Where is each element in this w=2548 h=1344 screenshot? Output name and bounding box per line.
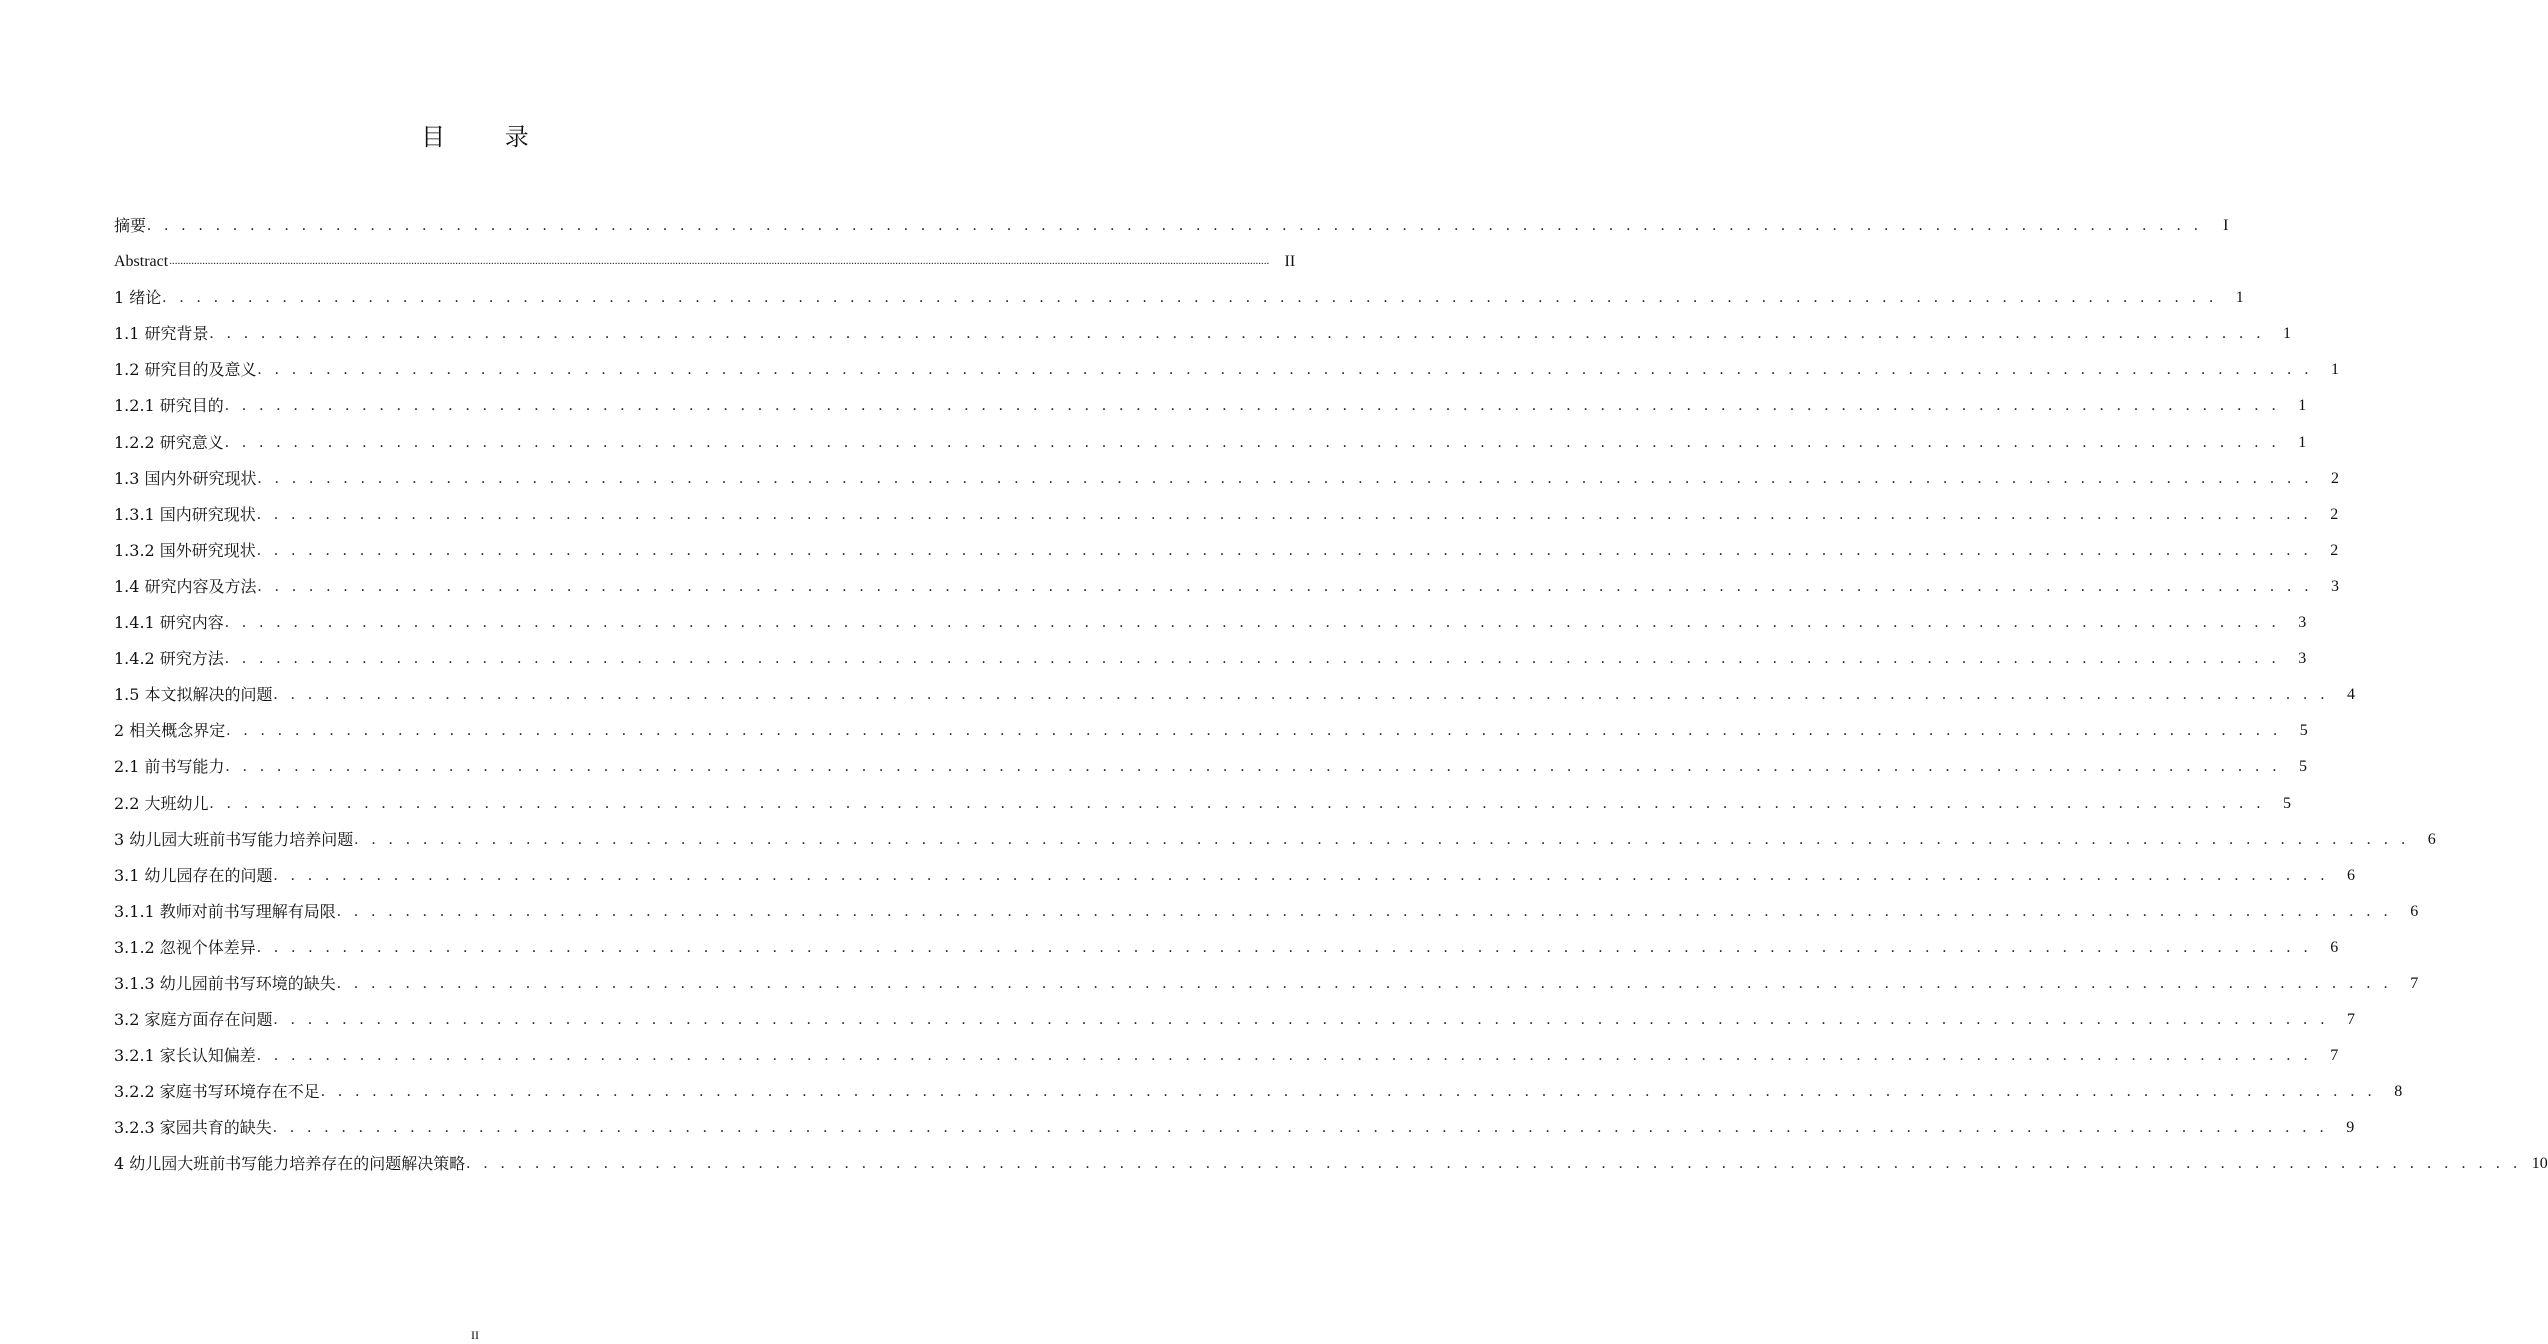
toc-entry[interactable] xyxy=(114,749,2307,785)
toc-entry-page: 7 xyxy=(2346,1011,2355,1029)
toc-entry[interactable] xyxy=(114,1002,2355,1038)
toc-leader-dots: . . . . . . . . . . . . . . . . . . . . . . . . . . . . . . . . . . . . . . . . . . . . . . . . . . . . . . . . . . . . . . . . . . . . . . . . . . . . . . . . . . . . . . . . . . . . . . . . . . . . . . . . . . . . . . . . . . . . . . . . xyxy=(257,469,2313,487)
toc-entry[interactable] xyxy=(114,1110,2355,1146)
toc-entry-page: 2 xyxy=(2330,469,2339,487)
toc-leader-dots: . . . . . . . . . . . . . . . . . . . . . . . . . . . . . . . . . . . . . . . . . . . . . . . . . . . . . . . . . . . . . . . . . . . . . . . . . . . . . . . . . . . . . . . . . . . . . . . . . . . . . . . . . . . . . . . . . . . . . . . . xyxy=(224,650,2281,668)
toc-entry-page: II xyxy=(1284,253,1296,271)
toc-entry-label: 1.1 研究背景 xyxy=(114,324,209,344)
toc-entry-page: 8 xyxy=(2394,1083,2403,1101)
toc-entry-page: 7 xyxy=(2330,1047,2339,1065)
toc-entry-label: 3.1.1 教师对前书写理解有局限 xyxy=(114,901,336,921)
toc-entry-label: 3 幼儿园大班前书写能力培养问题 xyxy=(114,829,354,849)
toc-entry-page: 5 xyxy=(2299,722,2308,740)
toc-entry-page: 7 xyxy=(2410,974,2419,992)
toc-entry-label: 3.2.1 家长认知偏差 xyxy=(114,1046,256,1066)
toc-entry-page: 2 xyxy=(2330,505,2339,523)
footer-page-number: II xyxy=(471,1328,479,1342)
toc-entry-label: 2 相关概念界定 xyxy=(114,721,226,741)
toc-entry-page: I xyxy=(2223,217,2229,234)
toc-entry-label: 1.2.1 研究目的 xyxy=(114,396,224,416)
toc-entry[interactable] xyxy=(114,1038,2339,1074)
toc-entry-label: 3.1.3 幼儿园前书写环境的缺失 xyxy=(114,973,336,993)
toc-entry[interactable] xyxy=(114,569,2339,605)
toc-leader-dots: . . . . . . . . . . . . . . . . . . . . . . . . . . . . . . . . . . . . . . . . . . . . . . . . . . . . . . . . . . . . . . . . . . . . . . . . . . . . . . . . . . . . . . . . . . . . . . . . . . . . . . . . . . . . . . . . . . . . . . . . xyxy=(224,397,2281,415)
toc-entry-label: 1.4.1 研究内容 xyxy=(114,613,224,633)
toc-entry[interactable] xyxy=(114,497,2339,533)
toc-entry-label: 4 幼儿园大班前书写能力培养存在的问题解决策略 xyxy=(114,1154,466,1174)
toc-leader-dots: . . . . . . . . . . . . . . . . . . . . . . . . . . . . . . . . . . . . . . . . . . . . . . . . . . . . . . . . . . . . . . . . . . . . . . . . . . . . . . . . . . . . . . . . . . . . . . . . . . . . . . . . . . . . . . . . . . . . . . . . xyxy=(272,1119,2329,1137)
toc-entry[interactable] xyxy=(114,785,2291,821)
toc-leader-dots: ................................................................................................................................................................................................................................................................................................................................................................................................................ xyxy=(169,255,1270,268)
toc-entry-label: 1.3.2 国外研究现状 xyxy=(114,540,256,560)
toc-entry-page: 3 xyxy=(2298,650,2307,668)
toc-leader-dots: . . . . . . . . . . . . . . . . . . . . . . . . . . . . . . . . . . . . . . . . . . . . . . . . . . . . . . . . . . . . . . . . . . . . . . . . . . . . . . . . . . . . . . . . . . . . . . . . . . . . . . . . . . . . . . . . . . . . . . . . xyxy=(226,722,2282,740)
toc-leader-dots: . . . . . . . . . . . . . . . . . . . . . . . . . . . . . . . . . . . . . . . . . . . . . . . . . . . . . . . . . . . . . . . . . . . . . . . . . . . . . . . . . . . . . . . . . . . . . . . . . . . . . . . . . . . . . . . . . . . . . . . . xyxy=(224,614,2281,632)
toc-leader-dots: . . . . . . . . . . . . . . . . . . . . . . . . . . . . . . . . . . . . . . . . . . . . . . . . . . . . . . . . . . . . . . . . . . . . . . . . . . . . . . . . . . . . . . . . . . . . . . . . . . . . . . . . . . . . . . . . . . . . . . . . xyxy=(256,505,2313,523)
toc-entry[interactable] xyxy=(114,1146,2548,1182)
toc-entry-label: 1.4 研究内容及方法 xyxy=(114,576,257,596)
toc-entry[interactable] xyxy=(114,280,2244,316)
toc-entry[interactable] xyxy=(114,894,2419,930)
toc-entry-page: 6 xyxy=(2330,938,2339,956)
toc-entry-label: 3.2 家庭方面存在问题 xyxy=(114,1010,273,1030)
toc-entry-label: 1.3.1 国内研究现状 xyxy=(114,504,256,524)
toc-leader-dots: . . . . . . . . . . . . . . . . . . . . . . . . . . . . . . . . . . . . . . . . . . . . . . . . . . . . . . . . . . . . . . . . . . . . . . . . . . . . . . . . . . . . . . . . . . . . . . . . . . . . . . . . . . . . . . . . . . . . . . . . xyxy=(225,758,2281,776)
toc-entry-page: 2 xyxy=(2330,541,2339,559)
toc-leader-dots: . . . . . . . . . . . . . . . . . . . . . . . . . . . . . . . . . . . . . . . . . . . . . . . . . . . . . . . . . . . . . . . . . . . . . . . . . . . . . . . . . . . . . . . . . . . . . . . . . . . . . . . . . . . . . . . . . . . . . . . . xyxy=(273,1011,2329,1029)
toc-entry-label: 1.4.2 研究方法 xyxy=(114,649,224,669)
toc-entry-label: 1 绪论 xyxy=(114,288,162,308)
toc-entry[interactable] xyxy=(114,461,2339,497)
toc-leader-dots: . . . . . . . . . . . . . . . . . . . . . . . . . . . . . . . . . . . . . . . . . . . . . . . . . . . . . . . . . . . . . . . . . . . . . . . . . . . . . . . . . . . . . . . . . . . . . . . . . . . . . . . . . . . . . . . . . . . . . . . . xyxy=(320,1083,2377,1101)
toc-leader-dots: . . . . . . . . . . . . . . . . . . . . . . . . . . . . . . . . . . . . . . . . . . . . . . . . . . . . . . . . . . . . . . . . . . . . . . . . . . . . . . . . . . . . . . . . . . . . . . . . . . . . . . . . . . . . . . . . . . . . . . . . xyxy=(256,938,2313,956)
toc-entry-page: 1 xyxy=(2298,397,2307,415)
toc-entry[interactable] xyxy=(114,1074,2403,1110)
toc-title: 目 录 xyxy=(421,123,555,151)
toc-entry-label: 3.1.2 忽视个体差异 xyxy=(114,937,256,957)
toc-entry-page: 1 xyxy=(2298,433,2307,451)
toc-entry-page: 9 xyxy=(2346,1119,2355,1137)
toc-entry-page: 1 xyxy=(2282,325,2291,343)
toc-entry-label: 3.1 幼儿园存在的问题 xyxy=(114,865,273,885)
toc-leader-dots: . . . . . . . . . . . . . . . . . . . . . . . . . . . . . . . . . . . . . . . . . . . . . . . . . . . . . . . . . . . . . . . . . . . . . . . . . . . . . . . . . . . . . . . . . . . . . . . . . . . . . . . . . . . . . . . . . . . . . . . . xyxy=(273,866,2329,884)
toc-leader-dots: . . . . . . . . . . . . . . . . . . . . . . . . . . . . . . . . . . . . . . . . . . . . . . . . . . . . . . . . . . . . . . . . . . . . . . . . . . . . . . . . . . . . . . . . . . . . . . . . . . . . . . . . . . . . . . . . . . . . . . . . xyxy=(256,1047,2313,1065)
toc-entry-label: 2.2 大班幼儿 xyxy=(114,793,209,813)
toc-entry-label: 摘要 xyxy=(114,216,147,235)
toc-entry-page: 6 xyxy=(2346,866,2355,884)
toc-entry-label: 1.3 国内外研究现状 xyxy=(114,468,257,488)
toc-entry-label: 1.5 本文拟解决的问题 xyxy=(114,685,273,705)
toc-leader-dots: . . . . . . . . . . . . . . . . . . . . . . . . . . . . . . . . . . . . . . . . . . . . . . . . . . . . . . . . . . . . . . . . . . . . . . . . . . . . . . . . . . . . . . . . . . . . . . . . . . . . . . . . . . . . . . . . . . . . . . . . xyxy=(354,830,2410,848)
toc-leader-dots: . . . . . . . . . . . . . . . . . . . . . . . . . . . . . . . . . . . . . . . . . . . . . . . . . . . . . . . . . . . . . . . . . . . . . . . . . . . . . . . . . . . . . . . . . . . . . . . . . . . . . . . . . . . . . . . . . . . . . . . . xyxy=(224,433,2281,451)
toc-entry-label: Abstract xyxy=(114,253,169,271)
toc-entry-label: 2.1 前书写能力 xyxy=(114,757,225,777)
toc-entry[interactable] xyxy=(114,641,2307,677)
toc-entry[interactable] xyxy=(114,316,2291,352)
toc-entry-page: 1 xyxy=(2330,361,2339,379)
toc-entry[interactable] xyxy=(114,388,2307,424)
toc-leader-dots: . . . . . . . . . . . . . . . . . . . . . . . . . . . . . . . . . . . . . . . . . . . . . . . . . . . . . . . . . . . . . . . . . . . . . . . . . . . . . . . . . . . . . . . . . . . . . . . . . . . . . . . . . . . . . . . . . . . . . . . . xyxy=(336,902,2393,920)
toc-entry[interactable] xyxy=(114,533,2339,569)
toc-entry[interactable] xyxy=(114,244,1296,280)
toc-leader-dots: . . . . . . . . . . . . . . . . . . . . . . . . . . . . . . . . . . . . . . . . . . . . . . . . . . . . . . . . . . . . . . . . . . . . . . . . . . . . . . . . . . . . . . . . . . . . . . . . . . . . . . . . . . . . . . . . . . . . . . . . xyxy=(209,794,2265,812)
toc-leader-dots: . . . . . . . . . . . . . . . . . . . . . . . . . . . . . . . . . . . . . . . . . . . . . . . . . . . . . . . . . . . . . . . . . . . . . . . . . . . . . . . . . . . . . . . . . . . . . . . . . . . . . . . . . . . . . . . . . . . . . . . . xyxy=(273,686,2329,704)
toc-entry-page: 3 xyxy=(2298,614,2307,632)
toc-leader-dots: . . . . . . . . . . . . . . . . . . . . . . . . . . . . . . . . . . . . . . . . . . . . . . . . . . . . . . . . . . . . . . . . . . . . . . . . . . . . . . . . . . . . . . . . . . . . . . . . . . . . . . . . . . . . . . . . . . . . . . . . xyxy=(256,541,2313,559)
toc-entry-page: 5 xyxy=(2282,794,2291,812)
toc-entry-label: 3.2.3 家园共育的缺失 xyxy=(114,1118,272,1138)
toc-entry[interactable] xyxy=(114,822,2436,858)
table-of-contents xyxy=(114,208,2548,1182)
toc-entry[interactable] xyxy=(114,208,2229,244)
toc-entry[interactable] xyxy=(114,352,2339,388)
toc-entry[interactable] xyxy=(114,966,2419,1002)
toc-leader-dots: . . . . . . . . . . . . . . . . . . . . . . . . . . . . . . . . . . . . . . . . . . . . . . . . . . . . . . . . . . . . . . . . . . . . . . . . . . . . . . . . . . . . . . . . . . . . . . . . . . . . . . . . . . . . . . . . . . . . . . . . xyxy=(147,217,2203,234)
toc-leader-dots: . . . . . . . . . . . . . . . . . . . . . . . . . . . . . . . . . . . . . . . . . . . . . . . . . . . . . . . . . . . . . . . . . . . . . . . . . . . . . . . . . . . . . . . . . . . . . . . . . . . . . . . . . . . . . . . . . . . . . . . . xyxy=(257,361,2313,379)
toc-leader-dots: . . . . . . . . . . . . . . . . . . . . . . . . . . . . . . . . . . . . . . . . . . . . . . . . . . . . . . . . . . . . . . . . . . . . . . . . . . . . . . . . . . . . . . . . . . . . . . . . . . . . . . . . . . . . . . . . . . . . . . . . xyxy=(162,289,2218,307)
toc-entry[interactable] xyxy=(114,858,2355,894)
toc-entry-page: 10 xyxy=(2531,1155,2548,1173)
toc-entry[interactable] xyxy=(114,713,2308,749)
toc-entry-label: 3.2.2 家庭书写环境存在不足 xyxy=(114,1082,320,1102)
toc-entry-label: 1.2 研究目的及意义 xyxy=(114,360,257,380)
toc-entry-page: 5 xyxy=(2298,758,2307,776)
toc-entry[interactable] xyxy=(114,930,2339,966)
toc-entry-page: 6 xyxy=(2410,902,2419,920)
toc-entry[interactable] xyxy=(114,677,2355,713)
toc-entry-page: 1 xyxy=(2235,289,2244,307)
toc-entry-page: 6 xyxy=(2427,830,2436,848)
toc-entry[interactable] xyxy=(114,424,2307,460)
toc-entry-page: 3 xyxy=(2330,577,2339,595)
toc-entry-label: 1.2.2 研究意义 xyxy=(114,432,224,452)
toc-leader-dots: . . . . . . . . . . . . . . . . . . . . . . . . . . . . . . . . . . . . . . . . . . . . . . . . . . . . . . . . . . . . . . . . . . . . . . . . . . . . . . . . . . . . . . . . . . . . . . . . . . . . . . . . . . . . . . . . . . . . . . . . xyxy=(336,974,2393,992)
toc-leader-dots: . . . . . . . . . . . . . . . . . . . . . . . . . . . . . . . . . . . . . . . . . . . . . . . . . . . . . . . . . . . . . . . . . . . . . . . . . . . . . . . . . . . . . . . . . . . . . . . . . . . . . . . . . . . . . . . . . . . . . . . . xyxy=(257,577,2313,595)
toc-leader-dots: . . . . . . . . . . . . . . . . . . . . . . . . . . . . . . . . . . . . . . . . . . . . . . . . . . . . . . . . . . . . . . . . . . . . . . . . . . . . . . . . . . . . . . . . . . . . . . . . . . . . . . . . . . . . . . . . . . . . . . . . xyxy=(209,325,2265,343)
toc-entry-page: 4 xyxy=(2346,686,2355,704)
toc-entry[interactable] xyxy=(114,605,2307,641)
toc-leader-dots: . . . . . . . . . . . . . . . . . . . . . . . . . . . . . . . . . . . . . . . . . . . . . . . . . . . . . . . . . . . . . . . . . . . . . . . . . . . . . . . . . . . . . . . . . . . . . . . . . . . . . . . . . . . . . . . . . . . . . . . . xyxy=(466,1155,2522,1173)
